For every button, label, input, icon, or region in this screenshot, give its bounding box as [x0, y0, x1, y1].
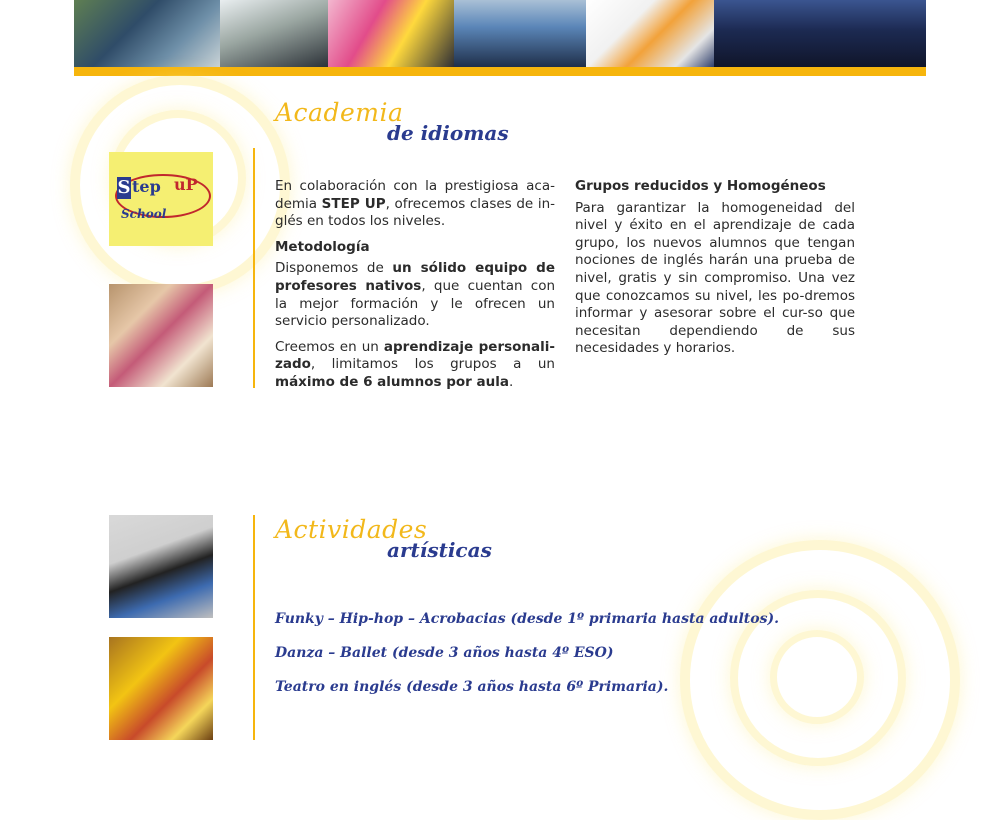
logo-text-school: School [121, 207, 167, 221]
metodologia-heading: Metodología [275, 238, 370, 255]
intro-paragraph [275, 178, 555, 231]
p2-bold-1: aprendizaje personali-zado [275, 338, 555, 373]
logo-text-up: uP [174, 175, 198, 194]
section-subtitle-artisticas: artísticas [387, 538, 492, 562]
photo-students-outdoor [74, 0, 220, 67]
decorative-swirl [770, 630, 864, 724]
header-accent-bar [74, 67, 926, 76]
photo-sports-hall-crowd [714, 0, 926, 67]
photo-students-backpacks [220, 0, 328, 67]
photo-dance-class [328, 0, 454, 67]
intro-text: En colaboración con la prestigiosa aca-demia [275, 178, 555, 212]
photo-school-gathering [454, 0, 586, 67]
activity-item-teatro: Teatro en inglés (desde 3 años hasta 6º Primaria). [275, 679, 669, 695]
header-photo-banner [74, 0, 926, 67]
academia-right-column [575, 178, 855, 366]
p1-text: Disponemos de [275, 260, 393, 277]
step-up-school-logo [109, 152, 213, 246]
photo-dancer-stretch [109, 515, 213, 618]
section-divider-line [253, 515, 255, 740]
p2-bold-2: máximo de 6 alumnos por aula [275, 373, 509, 390]
metodologia-paragraph-1 [275, 260, 555, 330]
photo-children-classroom [109, 284, 213, 387]
p2-text: Creemos en un [275, 338, 384, 355]
photo-theatre-performance [109, 637, 213, 740]
grupos-paragraph: Para garantizar la homogeneidad del nivel y éxito en el aprendizaje de cada grupo, los nuevos alumnos que tengan nociones de inglés harán una prueba de nivel, gratis y sin compromiso. Una vez que conozcamos su nivel, les po-dremos informar y asesorar sobre el cur-so que necesitan dependiendo de sus necesidades y horarios. [575, 199, 855, 357]
section-title-actividades: Actividades [275, 515, 428, 544]
intro-academy-name: STEP UP [321, 195, 386, 212]
section-title-academia: Academia [275, 98, 404, 127]
grupos-heading: Grupos reducidos y Homogéneos [575, 178, 826, 194]
academia-left-column [275, 178, 555, 400]
logo-text-tep: tep [132, 177, 161, 196]
photo-martial-arts [586, 0, 714, 67]
section-subtitle-idiomas: de idiomas [387, 121, 509, 145]
p1-text-end: , que cuentan con la mejor formación y le ofrecen un servicio personalizado. [275, 277, 556, 330]
activity-item-danza: Danza – Ballet (desde 3 años hasta 4º ESO) [275, 645, 614, 661]
p1-bold: un sólido equipo de profesores nativos [275, 260, 555, 294]
p2-text-end: . [508, 373, 514, 390]
p2-text-mid: , limitamos los grupos a un [310, 356, 555, 373]
intro-text-end: , ofrecemos clases de in-glés en todos los niveles. [275, 195, 555, 230]
section-divider-line [253, 148, 255, 388]
activity-item-funky: Funky – Hip-hop – Acrobacias (desde 1º primaria hasta adultos). [275, 611, 779, 627]
logo-letter-s: S [117, 177, 131, 198]
metodologia-paragraph-2 [275, 339, 555, 392]
